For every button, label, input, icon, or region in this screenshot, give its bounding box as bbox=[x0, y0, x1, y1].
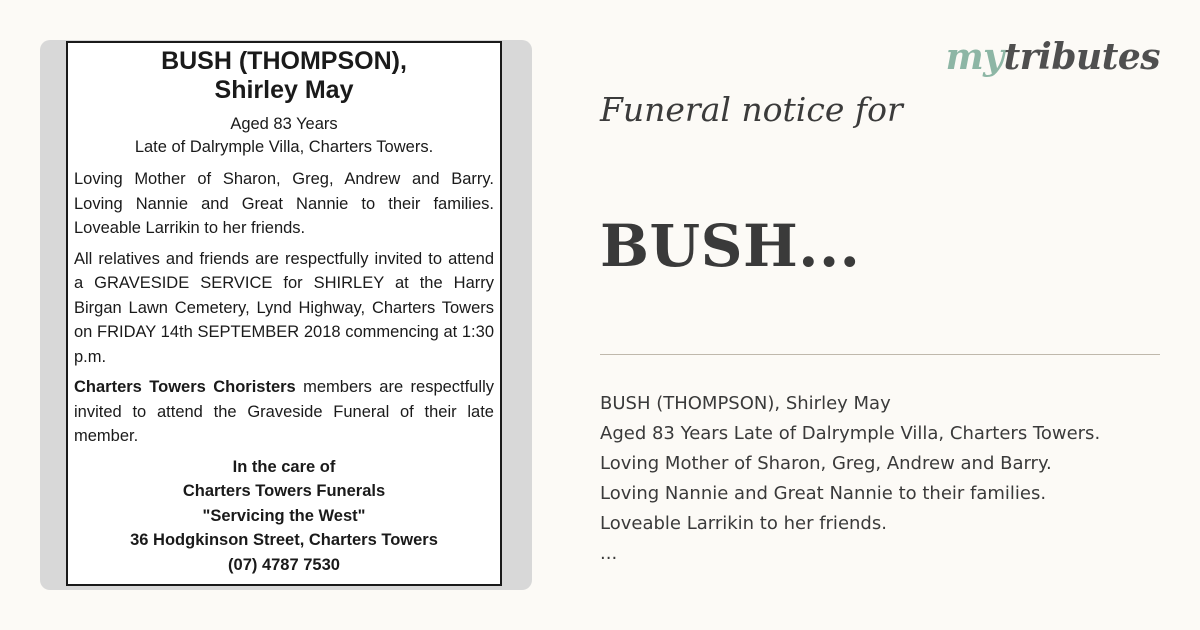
summary-line: BUSH (THOMPSON), Shirley May bbox=[600, 393, 891, 414]
care-line: In the care of bbox=[232, 457, 336, 476]
notice-choristers bbox=[74, 375, 494, 449]
mytributes-logo[interactable] bbox=[946, 36, 1160, 78]
notice-family: Loving Mother of Sharon, Greg, Andrew and Barry. Loving Nannie and Great Nannie to their families. Loveable Larrikin to her friends. bbox=[74, 170, 494, 237]
notice-type-heading: Funeral notice for bbox=[600, 90, 903, 129]
notice-surname: BUSH (THOMPSON), bbox=[161, 47, 407, 75]
notice-summary bbox=[600, 389, 1170, 569]
notice-care-block bbox=[74, 455, 494, 578]
notice-service: All relatives and friends are respectfully invited to attend a GRAVESIDE SERVICE for SHIRLEY at the Harry Birgan Lawn Cemetery, Lynd Highway, Charters Towers on FRIDAY 14th SEPTEMBER 2018 commencing at 1:30 p.m. bbox=[74, 249, 494, 366]
summary-line: Aged 83 Years Late of Dalrymple Villa, Charters Towers. bbox=[600, 423, 1101, 444]
logo-part-tributes: tributes bbox=[1003, 36, 1160, 78]
funeral-notice-clipping bbox=[66, 41, 502, 586]
summary-line: Loving Mother of Sharon, Greg, Andrew and Barry. bbox=[600, 453, 1052, 474]
summary-line: Loving Nannie and Great Nannie to their families. bbox=[600, 483, 1047, 504]
notice-choristers-name: Charters Towers Choristers bbox=[74, 378, 296, 396]
deceased-name-heading: BUSH... bbox=[600, 212, 861, 280]
care-line: Charters Towers Funerals bbox=[182, 482, 386, 500]
notice-late-of: Late of Dalrymple Villa, Charters Towers. bbox=[134, 138, 434, 156]
divider bbox=[600, 354, 1160, 355]
notice-given-names: Shirley May bbox=[214, 76, 354, 104]
summary-ellipsis: ... bbox=[600, 543, 618, 564]
care-line: (07) 4787 7530 bbox=[228, 555, 340, 574]
notice-image-card bbox=[40, 40, 532, 590]
summary-line: Loveable Larrikin to her friends. bbox=[600, 513, 887, 534]
notice-choristers-text: members are respectfully invited to attend the Graveside Funeral of their late member. bbox=[74, 378, 494, 445]
notice-aged: Aged 83 Years bbox=[230, 115, 338, 133]
care-line: 36 Hodgkinson Street, Charters Towers bbox=[130, 531, 438, 549]
logo-part-my: my bbox=[945, 36, 1004, 78]
care-line: "Servicing the West" bbox=[202, 506, 366, 525]
